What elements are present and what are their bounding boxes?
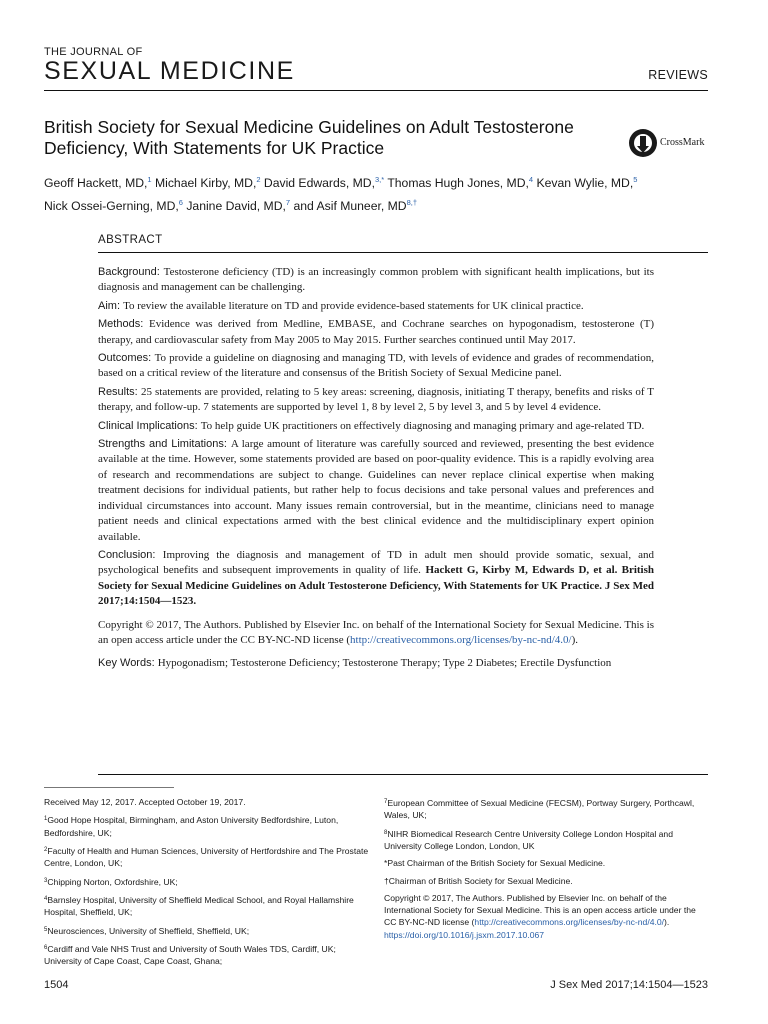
affiliation-mark[interactable]: 8,† [406, 198, 418, 207]
abstract-conclusion [98, 548, 654, 610]
section-label: Results: [98, 385, 138, 398]
crossmark-label[interactable]: CrossMark [660, 137, 705, 148]
abstract-clinical-implications [98, 419, 654, 434]
footer-citation: J Sex Med 2017;14:1504—1523 [550, 979, 708, 991]
chair-note: †Chairman of British Society for Sexual Medicine. [384, 875, 573, 886]
header-rule [44, 90, 708, 91]
abstract-body [98, 265, 654, 675]
author-name: Geoff Hackett, MD, [44, 176, 148, 190]
section-text: To help guide UK practitioners on effectively diagnosing and managing primary and age-related TD. [200, 419, 645, 432]
affiliation-item: $^7$European Committee of Sexual Medicine (FECSM), Portway Surgery, Porthcawl, Wales, UK; [384, 798, 695, 821]
affiliation-mark[interactable]: 7 [285, 198, 291, 207]
journal-name: SEXUAL MEDICINE [44, 57, 295, 85]
section-label: Clinical Implications: [98, 419, 198, 432]
page-number: 1504 [44, 979, 69, 991]
section-text: To provide a guideline on diagnosing and managing TD, with levels of evidence and grades of recommendation, based on a critical review of the literature and consensus of the British Society of Sexual Medicine panel. [98, 352, 654, 380]
license-link[interactable]: http://creativecommons.org/licenses/by-nc-nd/4.0/ [350, 633, 572, 646]
footnote-divider [44, 787, 174, 788]
abstract-background [98, 265, 654, 296]
section-label: Methods: [98, 318, 144, 331]
doi-link[interactable]: https://doi.org/10.1016/j.jsxm.2017.10.067 [384, 929, 545, 940]
affiliation-mark[interactable]: 5 [633, 175, 638, 184]
abstract-copyright [98, 618, 654, 649]
section-text: Evidence was derived from Medline, EMBASE, and Cochrane searches on hypogonadism, testosterone (T) therapy, and cardiovascular safety from May 2005 to May 2015. Further searches continued until May 2017. [98, 318, 654, 346]
section-label: Background: [98, 266, 160, 278]
license-link[interactable]: http://creativecommons.org/licenses/by-nc-nd/4.0/ [474, 917, 665, 928]
author-name: Janine David, MD, [186, 199, 286, 213]
author-name: David Edwards, MD, [263, 176, 375, 190]
affiliation-item: $^2$Faculty of Health and Human Sciences, University of Hertfordshire and The Prostate Centre, London, UK; [44, 845, 369, 869]
citation-text: Hackett G, Kirby M, Edwards D, et al. British Society for Sexual Medicine Guidelines on Adult Testosterone Deficiency, With Statements for UK Practice. J Sex Med 2017;14:1504—1523. [98, 564, 654, 608]
section-text: Testosterone deficiency (TD) is an increasingly common problem with significant health implications, but its diagnosis and management can be challenging. [98, 266, 654, 294]
article-title: British Society for Sexual Medicine Guidelines on Adult Testosterone Deficiency, With Statements for UK Practice [44, 117, 574, 158]
affiliation-item: $^1$Good Hope Hospital, Birmingham, and Aston University Bedfordshire, Luton, Bedfordshire, UK; [44, 815, 339, 838]
affiliation-mark[interactable]: 4 [528, 175, 534, 184]
abstract-end-rule [98, 774, 708, 775]
author-name: Nick Ossei-Gerning, MD, [44, 199, 179, 213]
author-name: and Asif Muneer, MD [293, 199, 407, 213]
abstract-rule [98, 252, 708, 253]
footnotes-right [384, 796, 710, 946]
affiliation-mark[interactable]: 6 [178, 198, 183, 207]
section-label: Conclusion: [98, 548, 156, 561]
affiliation-item: $^4$Barnsley Hospital, University of Sheffield Medical School, and Royal Hallamshire Hospital, Sheffield, UK; [44, 894, 354, 918]
abstract-results [98, 385, 654, 416]
received-date: Received May 12, 2017. Accepted October 19, 2017. [44, 797, 246, 807]
copyright-text: Copyright © 2017, The Authors. Published by Elsevier Inc. on behalf of the International Society for Sexual Medicine. This is an open access article under the CC BY-NC-ND license ( [98, 618, 654, 646]
copyright-end: ). [571, 633, 579, 646]
section-text: A large amount of literature was carefully sourced and reviewed, presenting the best evidence available at the time. However, some statements provided are based on poor-quality evidence. This is a rapidly evolving area of research and recommendations are subject to change. Guidelines can never replace clinical expertise when making treatment decisions for individual patients, but rather help to focus decisions and take personal values and preferences and individual circumstances into account. Many issues remain controversial, but in the meantime, clinicians need to manage patient needs and clinical expectations armed with the best clinical evidence and the multidisciplinary expert opinion available. [98, 438, 655, 543]
section-label: REVIEWS [648, 68, 708, 82]
author-name: Kevan Wylie, MD, [536, 176, 634, 190]
section-text: 25 statements are provided, relating to 5 key areas: screening, diagnosis, initiating T therapy, benefits and risks of T therapy, and follow-up. 7 statements are supported by level 1, 8 by level 2, 5 by level 3, and 5 by level 4 evidence. [98, 385, 655, 414]
section-label: Outcomes: [98, 352, 152, 365]
crossmark-icon[interactable] [628, 128, 658, 163]
journal-name-top: THE JOURNAL OF [44, 46, 143, 58]
affiliation-mark[interactable]: 1 [147, 175, 152, 184]
abstract-keywords [98, 656, 654, 671]
author-name: Michael Kirby, MD, [154, 176, 257, 190]
section-text: To review the available literature on TD and provide evidence-based statements for UK clinical practice. [123, 299, 584, 312]
section-label: Aim: [98, 299, 120, 312]
footnote-copyright: Copyright © 2017, The Authors. Published by Elsevier Inc. on behalf of the International Society for Sexual Medicine. This is an open access article under the CC BY-NC-ND license (http://creativecommons.org/licenses/by-nc-nd/4.0/). https://doi.org/10.1016/j.jsxm.2017.10.067 [384, 892, 696, 940]
author-list [44, 170, 684, 216]
abstract-strengths [98, 437, 654, 545]
affiliation-item: $^8$NIHR Biomedical Research Centre University College London Hospital and University College London, London, UK [384, 828, 673, 851]
affiliation-mark[interactable]: 3,* [374, 175, 385, 184]
abstract-heading: ABSTRACT [98, 234, 163, 246]
section-label: Key Words: [98, 657, 155, 670]
section-text: Improving the diagnosis and management of TD in adult men should provide somatic, sexual, and psychological benefits and subsequent improvements in quality of life. [98, 548, 654, 577]
affiliation-item: $^5$Neurosciences, University of Sheffield, Sheffield, UK; [44, 925, 250, 936]
affiliation-item: $^3$Chipping Norton, Oxfordshire, UK; [44, 876, 178, 887]
author-name: Thomas Hugh Jones, MD, [387, 176, 529, 190]
abstract-aim [98, 299, 654, 314]
footnotes-left [44, 796, 370, 973]
affiliation-mark[interactable]: 2 [256, 175, 261, 184]
section-label: Strengths and Limitations: [98, 438, 227, 451]
keywords-text: Hypogonadism; Testosterone Deficiency; Testosterone Therapy; Type 2 Diabetes; Erectile Dysfunction [157, 657, 612, 670]
affiliation-item: $^6$Cardiff and Vale NHS Trust and University of South Wales TDS, Cardiff, UK; University of Cape Coast, Cape Coast, Ghana; [44, 943, 336, 967]
abstract-methods [98, 317, 654, 348]
chair-note: *Past Chairman of the British Society for Sexual Medicine. [384, 858, 606, 869]
abstract-outcomes [98, 351, 654, 382]
